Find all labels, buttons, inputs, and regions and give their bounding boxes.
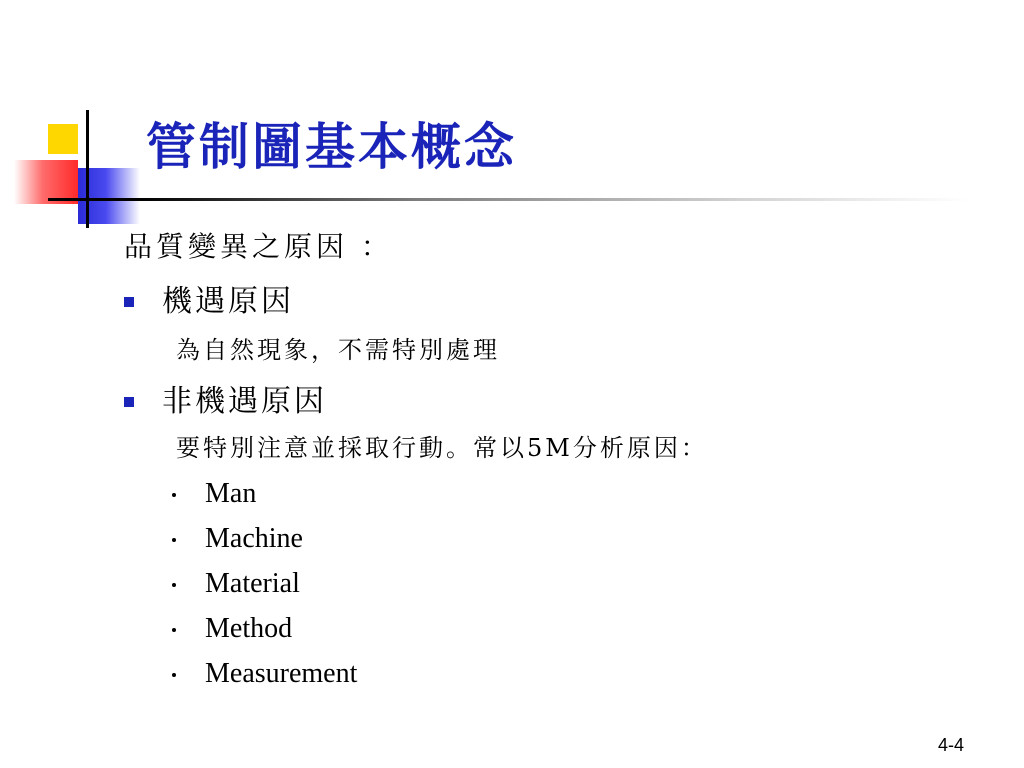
square-bullet-icon — [124, 397, 134, 407]
slide-title: 管制圖基本概念 — [146, 117, 517, 176]
corner-yellow-square — [48, 124, 78, 154]
square-bullet-icon — [124, 297, 134, 307]
dot-bullet-icon — [172, 628, 176, 632]
factor-item-material: Material — [205, 568, 300, 599]
dot-bullet-icon — [172, 673, 176, 677]
factor-item-man: Man — [205, 478, 257, 509]
title-underline-rule — [48, 198, 968, 201]
section-label-chance-causes: 機遇原因 — [162, 284, 294, 319]
page-number: 4-4 — [937, 735, 964, 755]
factor-item-measurement: Measurement — [205, 658, 358, 689]
corner-vertical-rule — [86, 110, 89, 228]
section-detail-chance-causes: 為自然現象，不需特別處理 — [176, 336, 500, 364]
dot-bullet-icon — [172, 583, 176, 587]
dot-bullet-icon — [172, 493, 176, 497]
dot-bullet-icon — [172, 538, 176, 542]
section-label-assignable-causes: 非機遇原因 — [162, 384, 327, 419]
factor-item-method: Method — [205, 613, 293, 644]
factor-item-machine: Machine — [205, 523, 303, 554]
intro-text: 品質變異之原因 ： — [124, 230, 393, 263]
section-detail-assignable-causes: 要特別注意並採取行動。常以5M分析原因： — [176, 434, 708, 462]
